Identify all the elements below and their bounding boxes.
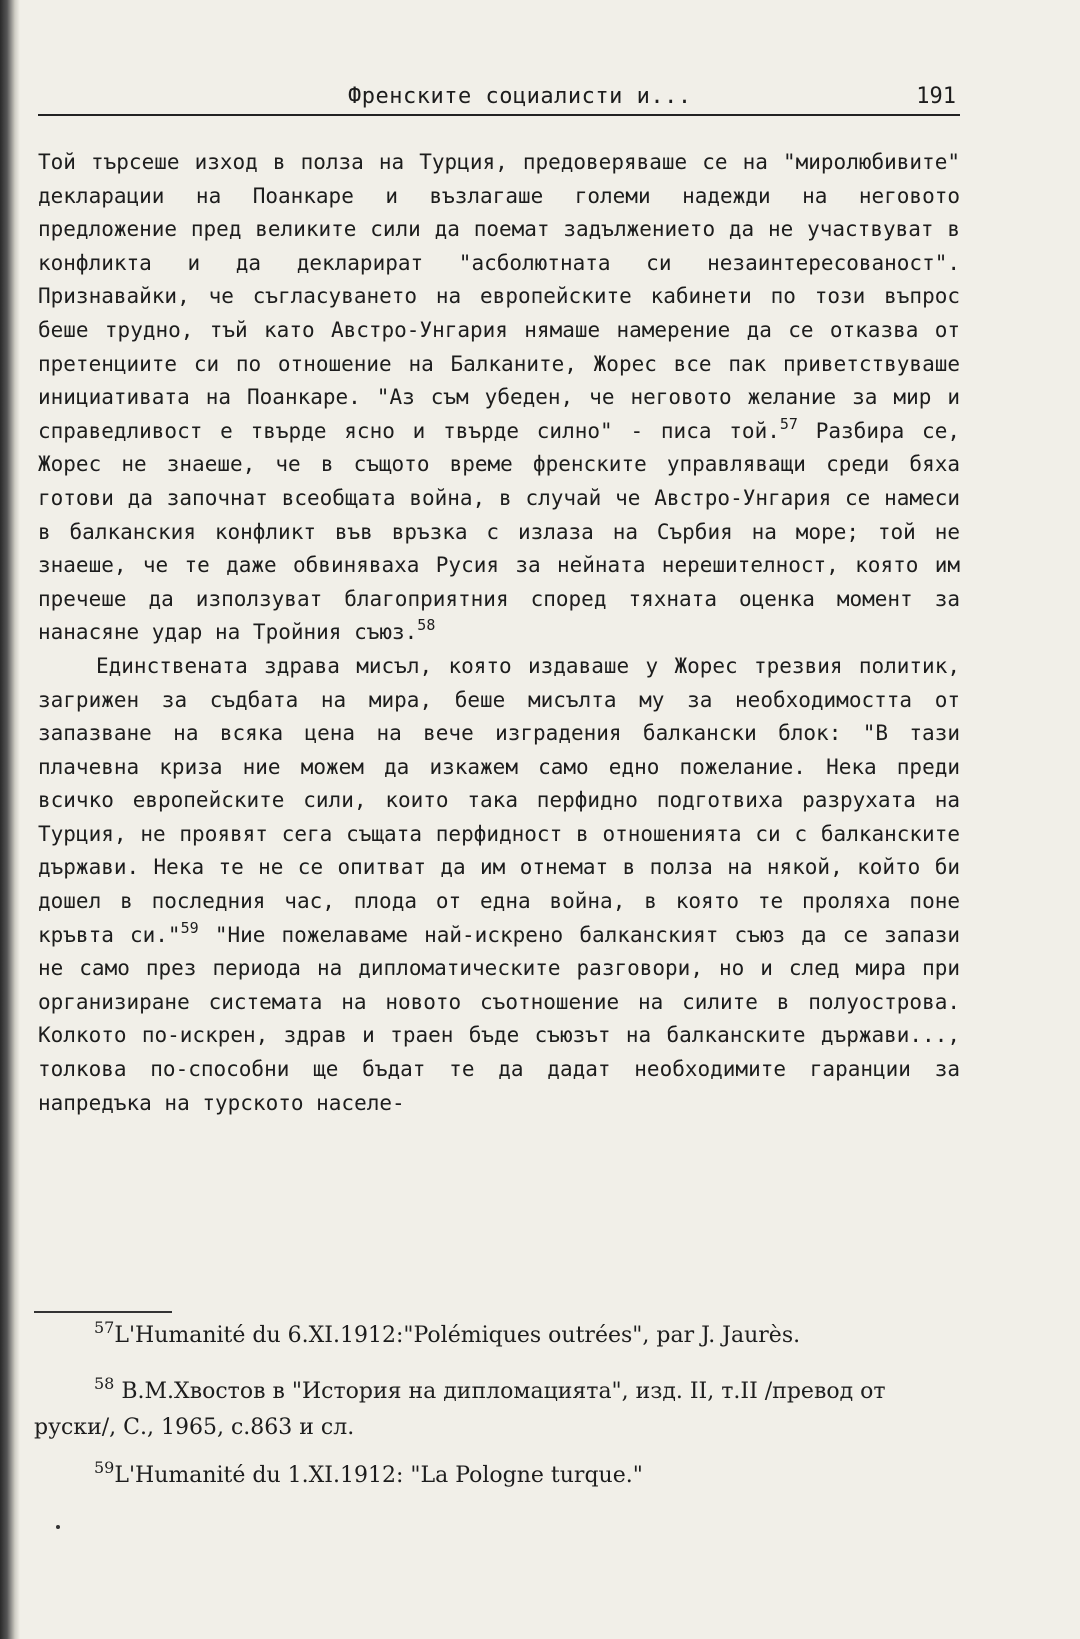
page-binding-edge (0, 0, 20, 1639)
print-speck (56, 1525, 60, 1529)
footnote-text: L'Humanité du 6.XI.1912:"Polémiques outrées", par J. Jaurès. (114, 1323, 801, 1348)
footnote-58 (34, 1374, 956, 1446)
paragraph-1-part-b: Разбира се, Жорес не знаеше, че в същото време френските управляващи среди бяха готови да започнат всеобщата война, в случай че Австро-Унгария се намеси в балканския конфликт във връзка с излаза на Сърбия на море; той не знаеше, че те даже обвиняваха Русия за нейната нерешителност, която им пречеше да използуват благоприятния според тяхната оценка момент за нанасяне удар на Тройния съюз. (38, 418, 960, 645)
paragraph-2-part-a: Единствената здрава мисъл, която издаваше у Жорес трезвия политик, загрижен за съдбата на мира, беше мисълта му за необходимостта от запазване на всяка цена на вече изградения балкански блок: "В тази плачевна криза ние можем да изкажем само едно пожелание. Нека преди всичко европейските сили, които така перфидно подготвиха разрухата на Турция, не проявят сега същата перфидност в отношенията си с балканските държави. Нека те не се опитват да им отнемат в полза на някой, който би дошел в последния час, плода от една война, в която те проляха поне кръвта си." (38, 653, 960, 947)
paragraph-2 (38, 650, 960, 1120)
footnote-number: 58 (94, 1374, 115, 1393)
footnotes (34, 1318, 956, 1506)
paragraph-1 (38, 146, 960, 650)
footnote-ref-59: 59 (180, 918, 199, 937)
footnote-separator (34, 1311, 172, 1313)
footnote-ref-57: 57 (779, 414, 798, 433)
footnote-59 (34, 1458, 956, 1494)
footnote-57 (34, 1318, 956, 1354)
footnote-number: 59 (94, 1458, 115, 1477)
main-text (38, 146, 960, 1120)
footnote-text: В.М.Хвостов в "История на дипломацията", изд. II, т.II /превод от руски/, С., 1965, с.863 и сл. (34, 1379, 886, 1440)
running-title: Френските социалисти и... (348, 84, 692, 109)
running-header (38, 84, 960, 116)
footnote-ref-58: 58 (417, 616, 436, 635)
footnote-text: L'Humanité du 1.XI.1912: "La Pologne turque." (114, 1463, 643, 1488)
page-number: 191 (916, 84, 956, 109)
paragraph-1-part-a: Той търсеше изход в полза на Турция, предоверяваше се на "миролюбивите" декларации на Поанкаре и възлагаше големи надежди на неговото предложение пред великите сили да поемат задължението да не участвуват в конфликта и да декларират "асболютната си незаинтересованост". Признавайки, че съгласуването на европейските кабинети по този въпрос беше трудно, тъй като Австро-Унгария нямаше намерение да се отказва от претенциите си по отношение на Балканите, Жорес все пак приветствуваше инициативата на Поанкаре. "Аз съм убеден, че неговото желание за мир и справедливост е твърде ясно и твърде силно" - писа той. (38, 150, 960, 443)
paragraph-2-part-b: "Ние пожелаваме най-искрено балканският съюз да се запази не само през периода на дипломатическите разговори, но и след мира при организиране системата на новото съотношение на силите в полуострова. Колкото по-искрен, здрав и траен бъде съюзът на балканските държави..., толкова по-способни ще бъдат те да дадат необходимите гаранции за напредъка на турското населе- (38, 922, 961, 1115)
footnote-number: 57 (94, 1318, 115, 1337)
